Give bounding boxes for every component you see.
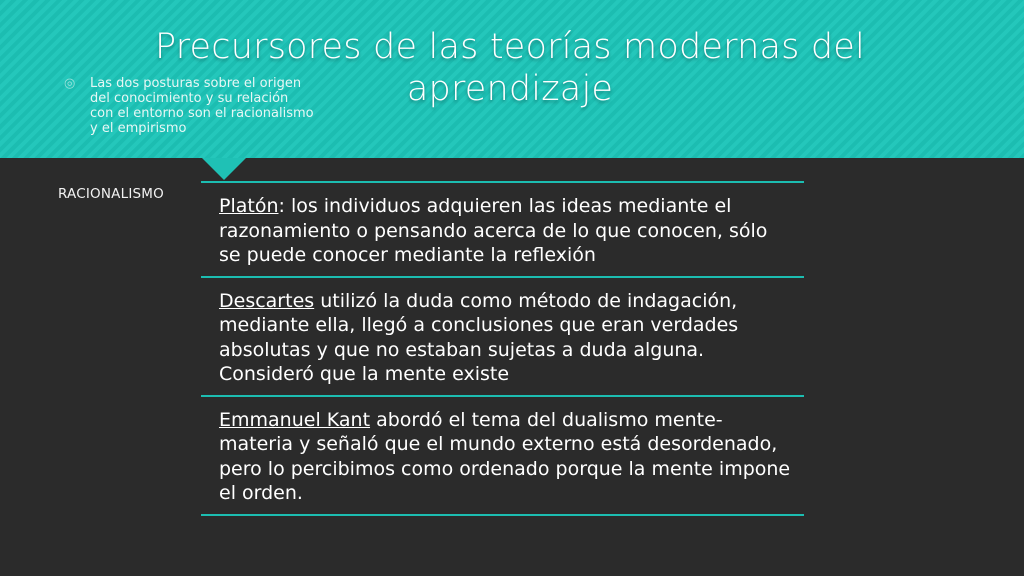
row-text: : los individuos adquieren las ideas mediante el razonamiento o pensando acerca de lo que conocen, sólo se puede conocer mediante la reflexión (219, 195, 768, 266)
intro-bullet (64, 76, 314, 136)
philosopher-name: Descartes (219, 289, 315, 312)
table-row (201, 183, 804, 276)
content-table (201, 181, 804, 516)
philosopher-name: Platón (219, 195, 279, 217)
slide-title: Precursores de las teorías modernas del aprendizaje (155, 27, 865, 109)
intro-bullet-text: Las dos posturas sobre el origen del conocimiento y su relación con el entorno son el racionalismo y el empirismo (90, 76, 314, 136)
row-text: abordó el tema del dualismo mente-materia y señaló que el mundo externo está desordenado, pero lo percibimos como ordenado porque la mente impone el orden. (219, 408, 791, 504)
row-divider (201, 514, 804, 516)
table-row (201, 278, 804, 395)
hollow-circle-bullet-icon: ◎ (64, 76, 76, 91)
table-row (201, 397, 804, 514)
philosopher-name: Emmanuel Kant (219, 408, 371, 431)
section-label: RACIONALISMO (58, 186, 164, 202)
row-text: utilizó la duda como método de indagación, mediante ella, llegó a conclusiones que eran verdades absolutas y que no estaban sujetas a duda alguna. Consideró que la mente existe (219, 289, 739, 385)
banner-notch (202, 158, 246, 180)
